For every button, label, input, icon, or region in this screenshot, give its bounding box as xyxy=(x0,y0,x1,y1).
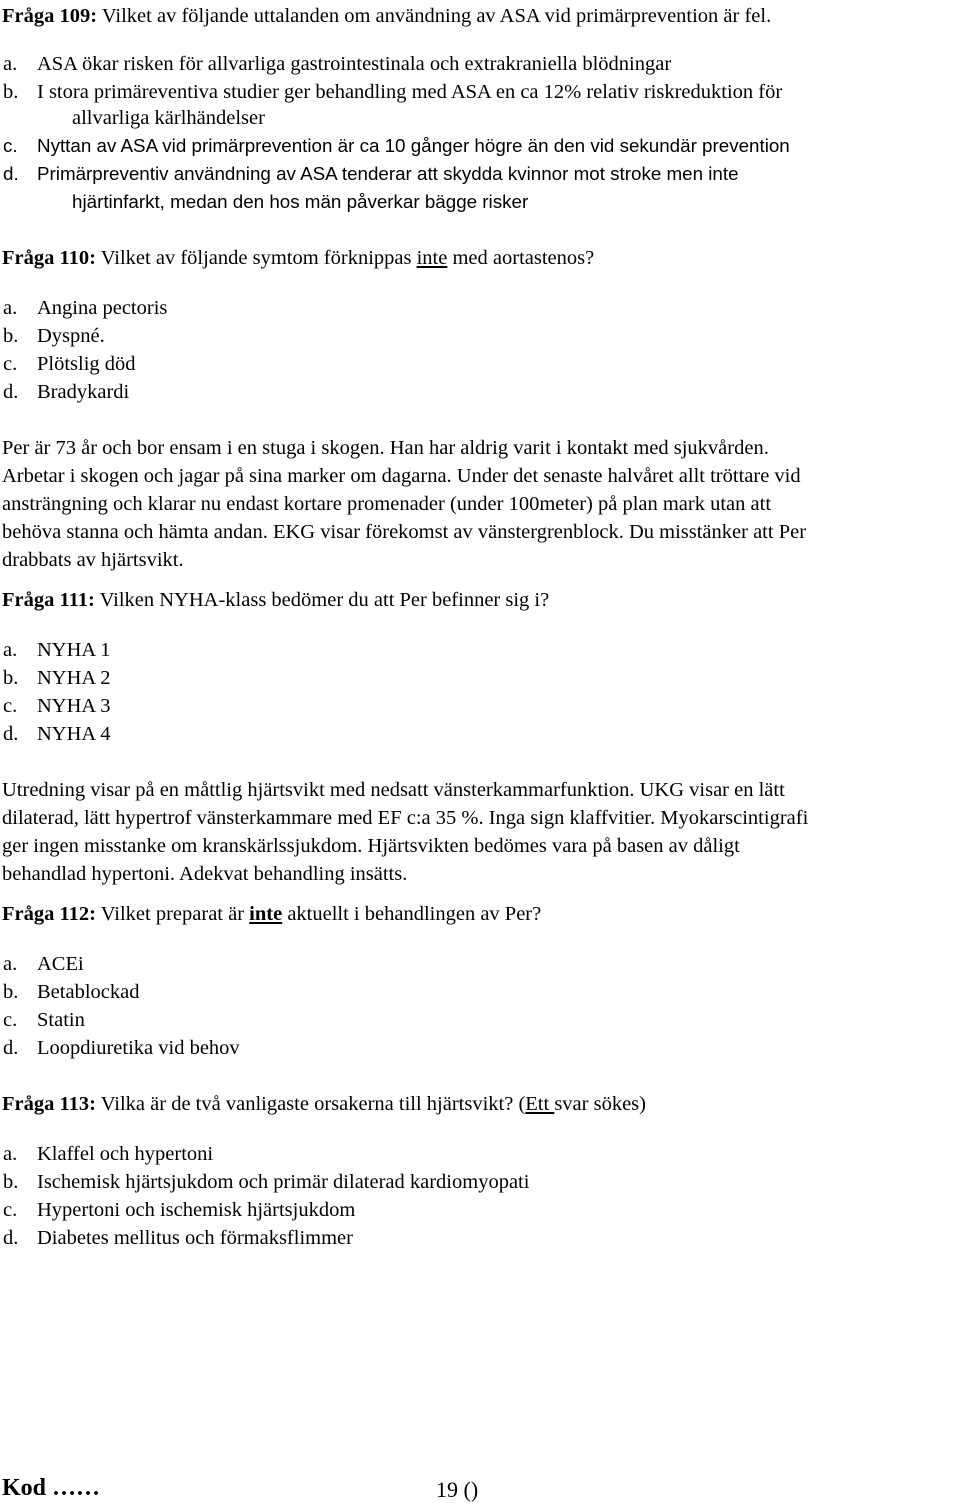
question-label: Fråga 112: xyxy=(2,903,96,925)
option-a: a. NYHA 1 xyxy=(3,639,111,661)
option-a: a. ACEi xyxy=(3,953,84,975)
question-109 xyxy=(2,2,771,30)
option-b-continued: allvarliga kärlhändelser xyxy=(72,107,265,129)
underlined-word: inte xyxy=(416,247,448,269)
page-number: 19 () xyxy=(436,1477,479,1502)
option-b: b. Ischemisk hjärtsjukdom och primär dilaterad kardiomyopati xyxy=(3,1171,530,1193)
option-d-continued: hjärtinfarkt, medan den hos män påverkar bägge risker xyxy=(72,191,529,212)
option-b: b. NYHA 2 xyxy=(3,667,111,689)
option-d: d. Primärpreventiv användning av ASA tenderar att skydda kvinnor mot stroke men inte xyxy=(3,163,739,184)
option-c: c. Nyttan av ASA vid primärprevention är ca 10 gånger högre än den vid sekundär prevention xyxy=(3,135,790,156)
question-111 xyxy=(2,586,549,614)
question-text: Vilken NYHA-klass bedömer du att Per befinner sig i? xyxy=(94,589,550,611)
option-d: d. NYHA 4 xyxy=(3,723,111,745)
footer-code: Kod …… xyxy=(2,1475,101,1501)
question-113: Fråga 113: Vilka är de två vanligaste orsakerna till hjärtsvikt? (Ett svar sökes) xyxy=(2,1093,646,1115)
case-description-1: Per är 73 år och bor ensam i en stuga i skogen. Han har aldrig varit i kontakt med sjukvården. Arbetar i skogen och jagar på sina marker om dagarna. Under det senaste halvåret allt tröttare vid ansträngning och klarar nu endast kortare promenader (under 100meter) på plan mark utan att behöva stanna och hämta andan. EKG visar förekomst av vänstergrenblock. Du misstänker att Per drabbats av hjärtsvikt. xyxy=(2,437,807,571)
option-d: d. Diabetes mellitus och förmaksflimmer xyxy=(3,1227,353,1249)
question-text: Vilket av följande uttalanden om användning av ASA vid primärprevention är fel. xyxy=(97,5,772,27)
underlined-word: Ett xyxy=(525,1093,555,1115)
question-110: Fråga 110: Vilket av följande symtom förknippas inte med aortastenos? xyxy=(2,247,595,269)
case-description-2: Utredning visar på en måttlig hjärtsvikt med nedsatt vänsterkammarfunktion. UKG visar en lätt dilaterad, lätt hypertrof vänsterkammare med EF c:a 35 %. Inga sign klaffvitier. Myokarscintigrafi ger ingen misstanke om kranskärlssjukdom. Hjärtsvikten bedömes vara på basen av dåligt behandlad hypertoni. Adekvat behandling insätts. xyxy=(2,779,809,885)
option-a: a. Klaffel och hypertoni xyxy=(3,1143,214,1165)
option-a: a. Angina pectoris xyxy=(3,297,168,319)
question-label: Fråga 111: xyxy=(2,589,95,611)
option-a: a. ASA ökar risken för allvarliga gastrointestinala och extrakraniella blödningar xyxy=(3,53,672,75)
question-label: Fråga 110: xyxy=(2,247,96,269)
underlined-word: inte xyxy=(249,903,283,925)
option-c: c. NYHA 3 xyxy=(3,695,111,717)
option-b: b. Dyspné. xyxy=(3,325,105,347)
question-112: Fråga 112: Vilket preparat är inte aktuellt i behandlingen av Per? xyxy=(2,903,542,925)
option-b: b. Betablockad xyxy=(3,981,140,1003)
option-c: c. Plötslig död xyxy=(3,353,136,375)
option-c: c. Hypertoni och ischemisk hjärtsjukdom xyxy=(3,1199,356,1221)
option-b: b. I stora primäreventiva studier ger behandling med ASA en ca 12% relativ riskreduktion för xyxy=(3,81,783,103)
option-d: d. Bradykardi xyxy=(3,381,130,403)
question-label: Fråga 113: xyxy=(2,1093,96,1115)
question-label: Fråga 109: xyxy=(2,5,98,27)
option-c: c. Statin xyxy=(3,1009,85,1031)
option-d: d. Loopdiuretika vid behov xyxy=(3,1037,240,1059)
